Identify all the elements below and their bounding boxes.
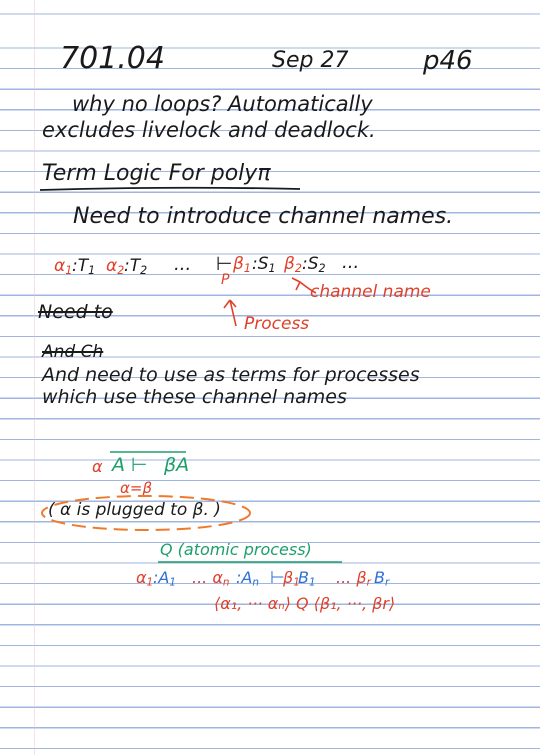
alpha-symbol: α xyxy=(54,256,66,276)
subscript: r xyxy=(384,576,390,589)
section-heading: Term Logic For polyπ xyxy=(42,161,271,186)
subscript: r xyxy=(366,576,371,589)
subscript: 1 xyxy=(268,261,276,275)
type-label: :T xyxy=(72,256,89,276)
seq-dots-alpha-n xyxy=(192,570,229,588)
subscript: 1 xyxy=(169,576,176,589)
seq-turnstile: ⊢ xyxy=(270,568,285,588)
subscript: 1 xyxy=(308,576,316,589)
process-arrow xyxy=(224,300,236,326)
seq-an xyxy=(236,570,259,588)
beta-symbol: β xyxy=(284,254,295,274)
alpha-equals-beta: α=β xyxy=(120,479,153,497)
page-number: p46 xyxy=(423,46,473,76)
beta-2 xyxy=(284,256,302,274)
struck-text-1: Need to xyxy=(38,301,113,323)
turnstile: ⊢ xyxy=(216,253,233,275)
note-line-5: which use these channel names xyxy=(42,386,347,408)
sort-2 xyxy=(302,256,326,274)
date: Sep 27 xyxy=(272,48,349,73)
alpha-symbol: ... α xyxy=(192,568,223,587)
judgment-alpha-1 xyxy=(54,258,72,276)
subscript: 2 xyxy=(294,261,302,275)
seq-br xyxy=(374,570,389,588)
sort-1 xyxy=(252,256,276,274)
seq-b1 xyxy=(298,570,316,588)
process-p-label: P xyxy=(221,272,230,288)
judgment-type-1 xyxy=(72,258,95,276)
seq-alpha-1 xyxy=(136,570,153,588)
seq-dots-beta-r xyxy=(336,570,371,588)
note-line-1: why no loops? Automatically xyxy=(72,92,373,116)
ellipsis-2: ... xyxy=(342,252,360,273)
rule-a-turnstile: A ⊢ xyxy=(112,454,148,476)
seq-a1 xyxy=(153,570,176,588)
subscript: 1 xyxy=(88,263,96,277)
plugged-note: ( α is plugged to β. ) xyxy=(48,500,221,520)
sort-label: :S xyxy=(252,254,269,274)
type-label: B xyxy=(374,568,385,587)
subscript: 2 xyxy=(318,261,326,275)
margin-line xyxy=(34,0,35,755)
sort-label: :S xyxy=(302,254,319,274)
subscript: 2 xyxy=(140,263,148,277)
channel-name-annotation: channel name xyxy=(310,282,431,302)
process-term: ⟨α₁, ··· αₙ⟩ Q ⟨β₁, ···, βr⟩ xyxy=(214,594,396,613)
type-label: :T xyxy=(124,256,141,276)
type-label: :A xyxy=(153,568,170,587)
ellipsis: ... xyxy=(174,254,192,275)
process-annotation: Process xyxy=(244,314,310,334)
atomic-process-label: Q (atomic process) xyxy=(160,540,312,559)
alpha-symbol: α xyxy=(106,256,118,276)
beta-symbol: ... β xyxy=(336,568,367,587)
subscript: 1 xyxy=(146,576,154,589)
type-label: :A xyxy=(236,568,253,587)
note-line-3: Need to introduce channel names. xyxy=(73,204,454,229)
beta-symbol: β xyxy=(283,568,294,587)
subscript: 1 xyxy=(243,261,251,275)
subscript: 1 xyxy=(65,263,73,277)
type-label: B xyxy=(298,568,309,587)
judgment-alpha-2 xyxy=(106,258,124,276)
judgment-type-2 xyxy=(124,258,147,276)
rule-alpha: α xyxy=(92,457,103,476)
subscript: 1 xyxy=(293,576,300,589)
subscript: 2 xyxy=(117,263,125,277)
struck-text-2: And Ch xyxy=(42,342,104,362)
rule-beta-a: βA xyxy=(164,454,190,476)
beta-symbol: β xyxy=(233,254,244,274)
note-line-4: And need to use as terms for processes xyxy=(42,364,420,386)
subscript: n xyxy=(252,576,259,589)
course-number: 701.04 xyxy=(60,41,165,76)
beta-1 xyxy=(233,256,251,274)
heading-underline xyxy=(40,188,300,190)
subscript: n xyxy=(222,576,230,589)
note-line-2: excludes livelock and deadlock. xyxy=(42,118,376,142)
alpha-symbol: α xyxy=(136,568,147,587)
